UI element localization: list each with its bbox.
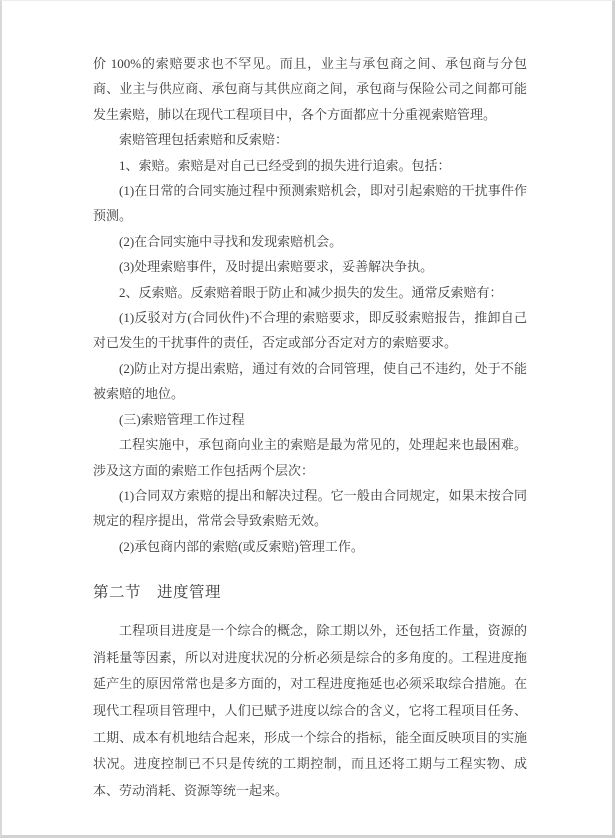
paragraph: (三)索赔管理工作过程 [119,411,245,427]
paragraph: (1)合同双方索赔的提出和解决过程。它一般由合同规定，如果末按合同规定的程序提出，常常会导致索赔无效。 [93,487,527,529]
paragraph: (3)处理索赔事件，及时提出索赔要求，妥善解决争执。 [119,259,434,275]
section-heading: 第二节 进度管理 [93,584,222,602]
paragraph: 1、索赔。索赔是对自己已经受到的损失进行追索。包括： [119,157,451,173]
paragraph: (2)防止对方提出索赔，通过有效的合同管理，使自己不违约，处于不能被索赔的地位。 [93,360,527,402]
paragraph: 索赔管理包括索赔和反索赔： [119,132,289,148]
paragraph: (2)在合同实施中寻找和发现索赔机会。 [119,233,343,249]
paragraph: 工程项目进度是一个综合的概念，除工期以外，还包括工作量，资源的消耗量等因素，所以对进度状况的分析必须是综合的多角度的。工程进度拖延产生的原因常常也是多方面的，对工程进度拖延也必须采取综合措施。在现代工程项目管理中，人们已赋予进度以综合的含义，它将工程项目任务、工期、成本有机地结合起来，形成一个综合的指标，能全面反映项目的实施状况。进度控制已不只是传统的工期控制，而且还将工期与工程实物、成本、劳动消耗、资源等统一起来。 [93,623,527,798]
page-text-block [93,51,527,804]
paragraph: (1)反驳对方(合同伙件)不合理的索赔要求，即反驳索赔报告，推卸自己对已发生的干扰事件的责任，否定或部分否定对方的索赔要求。 [93,310,527,351]
paragraph: 2、反索赔。反索赔着眼于防止和减少损失的发生。通常反索赔有： [119,284,503,300]
paragraph: (1)在日常的合同实施过程中预测索赔机会，即对引起索赔的干扰事件作预测。 [93,183,527,224]
paragraph: (2)承包商内部的索赔(或反索赔)管理工作。 [119,538,364,554]
paragraph: 价 100%的索赔要求也不罕见。而且，业主与承包商之间、承包商与分包商、业主与供应商、承包商与其供应商之间，承包商与保险公司之间都可能发生索赔，肺以在现代工程项目中，各个方面都应十分重视索赔管理。 [93,56,527,122]
paragraph: 工程实施中，承包商向业主的索赔是最为常见的，处理起来也最困难。涉及这方面的索赔工作包括两个层次： [93,437,527,478]
